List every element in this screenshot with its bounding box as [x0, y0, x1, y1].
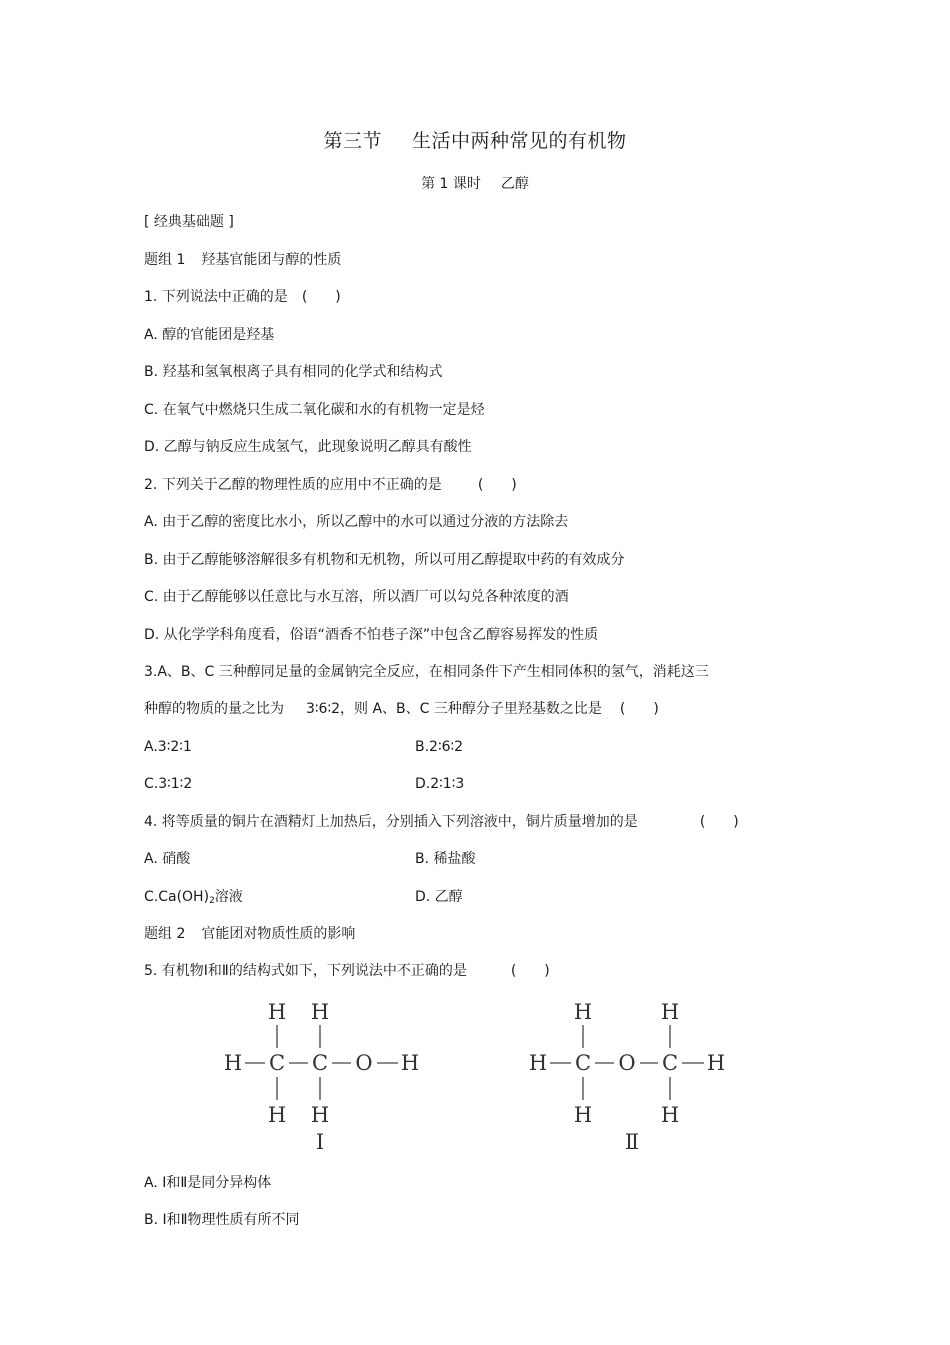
atom-c: C	[574, 1051, 592, 1075]
question-3-stem-line-1: 3.A、B、C 三种醇同足量的金属钠完全反应，在相同条件下产生相同体积的氢气，消耗这三	[144, 664, 709, 680]
answer-paren: ( )	[619, 701, 659, 717]
question-5-option-a: A. Ⅰ和Ⅱ是同分异构体	[144, 1175, 272, 1191]
atom-h: H	[660, 1103, 680, 1127]
atom-h: H	[310, 1000, 330, 1024]
section-name: 生活中两种常见的有机物	[412, 130, 627, 152]
atom-h: H	[573, 1103, 593, 1127]
answer-paren: ( )	[301, 289, 341, 305]
question-3-stem-line-2: 种醇的物质的量之比为 3∶6∶2，则 A、B、C 三种醇分子里羟基数之比是 ( )	[144, 701, 659, 717]
lesson-topic: 乙醇	[500, 176, 529, 192]
atom-o: O	[618, 1051, 636, 1075]
answer-paren: ( )	[477, 477, 517, 493]
group-heading-2: 题组 2 官能团对物质性质的影响	[144, 926, 356, 942]
atom-c: C	[268, 1051, 286, 1075]
question-4-stem: 4. 将等质量的铜片在酒精灯上加热后，分别插入下列溶液中，铜片质量增加的是 ( )	[144, 814, 739, 830]
question-3-option-d: D.2∶1∶3	[415, 776, 465, 792]
atom-h: H	[267, 1000, 287, 1024]
section-number: 第三节	[323, 130, 382, 152]
question-1-option-c: C. 在氧气中燃烧只生成二氧化碳和水的有机物一定是烃	[144, 402, 485, 418]
structure-2-dimethyl-ether	[529, 1000, 725, 1154]
question-1-option-b: B. 羟基和氢氧根离子具有相同的化学式和结构式	[144, 364, 443, 380]
atom-h: H	[573, 1000, 593, 1024]
structure-2-label: Ⅱ	[624, 1130, 640, 1154]
question-2-option-b: B. 由于乙醇能够溶解很多有机物和无机物，所以可用乙醇提取中药的有效成分	[144, 552, 625, 568]
question-3-option-b: B.2∶6∶2	[415, 739, 464, 755]
atom-h: H	[400, 1051, 420, 1075]
question-5-option-b: B. Ⅰ和Ⅱ物理性质有所不同	[144, 1212, 300, 1228]
answer-paren: ( )	[510, 963, 550, 979]
question-4-option-d: D. 乙醇	[415, 889, 463, 905]
category-label: [ 经典基础题 ]	[144, 214, 234, 230]
question-4-option-a: A. 硝酸	[144, 851, 191, 867]
question-1-stem: 1. 下列说法中正确的是 ( )	[144, 289, 341, 305]
atom-c: C	[311, 1051, 329, 1075]
atom-h: H	[706, 1051, 726, 1075]
atom-h: H	[267, 1103, 287, 1127]
question-5-stem: 5. 有机物Ⅰ和Ⅱ的结构式如下，下列说法中不正确的是 ( )	[144, 963, 550, 979]
structure-1-ethanol	[224, 1000, 419, 1154]
question-2-option-c: C. 由于乙醇能够以任意比与水互溶，所以酒厂可以勾兑各种浓度的酒	[144, 589, 569, 605]
question-4-option-c: $C.Ca(OH)_2$溶液	[144, 889, 243, 906]
question-2-option-a: A. 由于乙醇的密度比水小，所以乙醇中的水可以通过分液的方法除去	[144, 514, 569, 530]
atom-h: H	[528, 1051, 548, 1075]
question-1-option-d: D. 乙醇与钠反应生成氢气，此现象说明乙醇具有酸性	[144, 439, 472, 455]
ratio-value: 3∶6∶2	[306, 701, 341, 717]
atom-h: H	[223, 1051, 243, 1075]
question-2-stem: 2. 下列关于乙醇的物理性质的应用中不正确的是 ( )	[144, 477, 517, 493]
group-heading-1: 题组 1 羟基官能团与醇的性质	[144, 252, 342, 268]
question-4-option-b: B. 稀盐酸	[415, 851, 476, 867]
answer-paren: ( )	[699, 814, 739, 830]
question-3-option-c: C.3∶1∶2	[144, 776, 193, 792]
question-3-option-a: A.3∶2∶1	[144, 739, 192, 755]
lesson-number: 第 1 课时	[421, 176, 481, 192]
question-1-option-a: A. 醇的官能团是羟基	[144, 327, 275, 343]
atom-h: H	[310, 1103, 330, 1127]
atom-h: H	[660, 1000, 680, 1024]
atom-c: C	[661, 1051, 679, 1075]
structure-1-label: Ⅰ	[315, 1130, 325, 1154]
question-2-option-d: D. 从化学学科角度看，俗语“酒香不怕巷子深”中包含乙醇容易挥发的性质	[144, 627, 599, 643]
atom-o: O	[355, 1051, 373, 1075]
